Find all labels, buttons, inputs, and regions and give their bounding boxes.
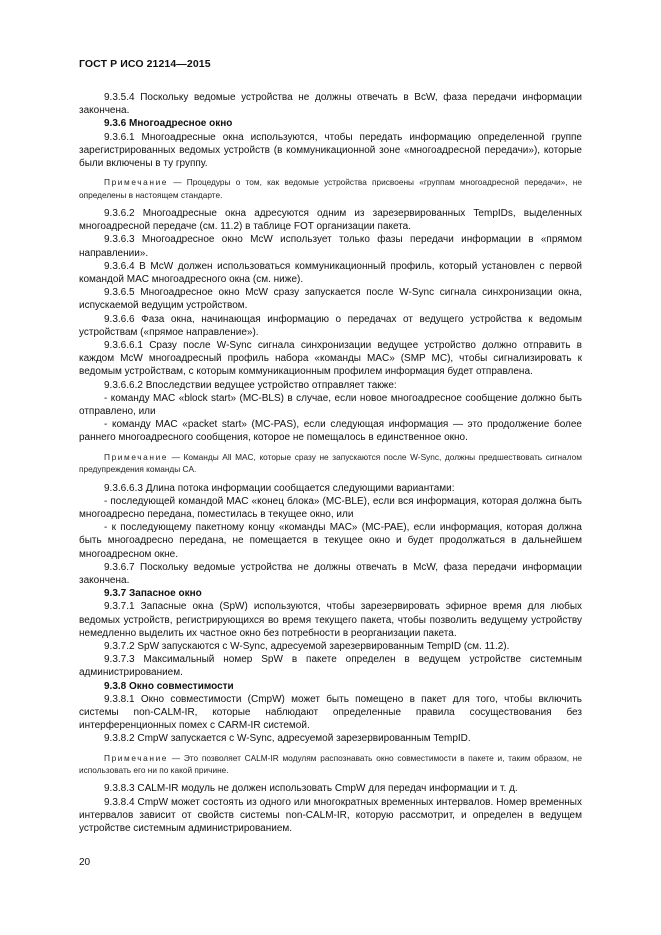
note-text: — Процедуры о том, как ведомые устройства присвоены «группам многоадресной передачи», не определены в настоящем стандарте.	[79, 177, 582, 200]
document-body	[79, 91, 582, 835]
paragraph-9-3-8-2: 9.3.8.2 CmpW запускается с W-Sync, адресуемой зарезервированным TempID.	[104, 733, 471, 745]
paragraph-9-3-7-3: 9.3.7.3 Максимальный номер SpW в пакете определен в ведущем устройстве системным администрированием.	[79, 654, 582, 679]
section-heading-9-3-7: 9.3.7 Запасное окно	[104, 588, 202, 600]
paragraph-9-3-8-1: 9.3.8.1 Окно совместимости (CmpW) может быть помещено в пакет для того, чтобы включить системы non-CALM-IR, которые наблюдают определенные правила сосуществования без интерференционных помех с CARM-IR системой.	[79, 693, 582, 732]
paragraph-9-3-6-4: 9.3.6.4 В McW должен использоваться коммуникационный профиль, который установлен с первой командой MAC многоадресного окна (см. ниже).	[79, 260, 582, 286]
page-number: 20	[79, 857, 91, 868]
paragraph-9-3-6-2: 9.3.6.2 Многоадресные окна адресуются одним из зарезервированных TempIDs, выделенных многоадресной передаче (см. 11.2) в таблице FOT организации пакета.	[79, 208, 582, 233]
paragraph-9-3-6-6: 9.3.6.6 Фаза окна, начинающая информацию о передачах от ведущего устройства к ведомым устройствам («прямое направление»).	[79, 313, 582, 338]
paragraph-9-3-6-6-3: 9.3.6.6.3 Длина потока информации сообщается следующими вариантами:	[104, 482, 455, 494]
paragraph-9-3-8-4: 9.3.8.4 CmpW может состоять из одного или многократных временных интервалов. Номер временных интервалов зависит от свойств системы non-CALM-IR, которую рассмотрит, и определен в ведущем устройстве системным администрированием.	[79, 796, 582, 834]
document-header: ГОСТ Р ИСО 21214—2015	[79, 58, 211, 70]
paragraph-9-3-6-3: 9.3.6.3 Многоадресное окно McW использует только фазы передачи информации в «прямом направлении».	[79, 234, 582, 259]
section-heading-9-3-8: 9.3.8 Окно совместимости	[104, 680, 234, 692]
note-multicast-groups	[79, 176, 582, 201]
paragraph-9-3-7-2: 9.3.7.2 SpW запускаются с W-Sync, адресуемой зарезервированным TempID (см. 11.2).	[104, 640, 510, 652]
note-label: Примечание	[104, 177, 169, 188]
section-heading-9-3-6: 9.3.6 Многоадресное окно	[104, 118, 233, 130]
note-label: Примечание	[104, 451, 169, 462]
paragraph-9-3-6-6-1: 9.3.6.6.1 Сразу после W-Sync сигнала синхронизации ведущее устройство должно отправить в каждом McW многоадресный профиль набора «команды MAC» (SMP MC), чтобы сигнализировать к ведомым устройствам, с которым коммуникационным профилем информация будет отправлена.	[79, 340, 582, 378]
paragraph-9-3-6-5: 9.3.6.5 Многоадресное окно McW сразу запускается после W-Sync сигнала синхронизации окна, испускаемой ведущим устройством.	[79, 287, 582, 312]
paragraph-9-3-8-3: 9.3.8.3 CALM-IR модуль не должен использовать CmpW для передач информации и т. д.	[104, 783, 518, 795]
note-text: — Это позволяет CALM-IR модулям распознавать окно совместимости в пакете и, таким образом, не использовать его ни по какой причине.	[79, 752, 582, 775]
list-item-packet-start: - команду MAC «packet start» (MC-PAS), если следующая информация — это продолжение более раннего многоадресного сообщения, которое не помещалось в единственное окно.	[79, 419, 582, 444]
note-label: Примечание	[104, 752, 169, 763]
list-item-packet-end: - к последующему пакетному концу «команды MAC» (MC-PAE), если информация, которая должна быть многоадресно передана, не помещается в текущее окно и будет продолжаться в дальнейшем многоадресном окне.	[79, 522, 582, 560]
note-compatibility-window	[79, 752, 582, 777]
note-all-mac	[79, 451, 582, 476]
paragraph-9-3-6-1: 9.3.6.1 Многоадресные окна используются, чтобы передать информацию определенной группе зарегистрированных ведомых устройств (в коммуникационной зоне «многоадресной передачи»), которые были включены в ту группу.	[79, 131, 582, 170]
paragraph-9-3-6-6-2: 9.3.6.6.2 Впоследствии ведущее устройство отправляет также:	[104, 379, 397, 391]
paragraph-9-3-6-7: 9.3.6.7 Поскольку ведомые устройства не должны отвечать в McW, фаза передачи информации закончена.	[79, 561, 582, 586]
note-text: — Команды All MAC, которые сразу не запускаются после W-Sync, должны предшествовать сигналом предупреждения команды CA.	[79, 451, 582, 475]
list-item-block-start: - команду MAC «block start» (MC-BLS) в случае, если новое многоадресное сообщение должно быть отправлено, или	[79, 392, 582, 418]
list-item-block-end: - последующей командой MAC «конец блока» (MC-BLE), если вся информация, которая должна быть многоадресно передана, поместилась в текущее окно, или	[79, 495, 582, 520]
paragraph-9-3-7-1: 9.3.7.1 Запасные окна (SpW) используются, чтобы зарезервировать эфирное время для любых ведомых устройств, регистрирующихся во время текущего пакета, чтобы позволить ведущему устройству немедленно выделить их частное окно без потребности в реорганизации пакета.	[79, 601, 582, 639]
paragraph-9-3-5-4: 9.3.5.4 Поскольку ведомые устройства не должны отвечать в BcW, фаза передачи информации закончена.	[79, 92, 582, 117]
